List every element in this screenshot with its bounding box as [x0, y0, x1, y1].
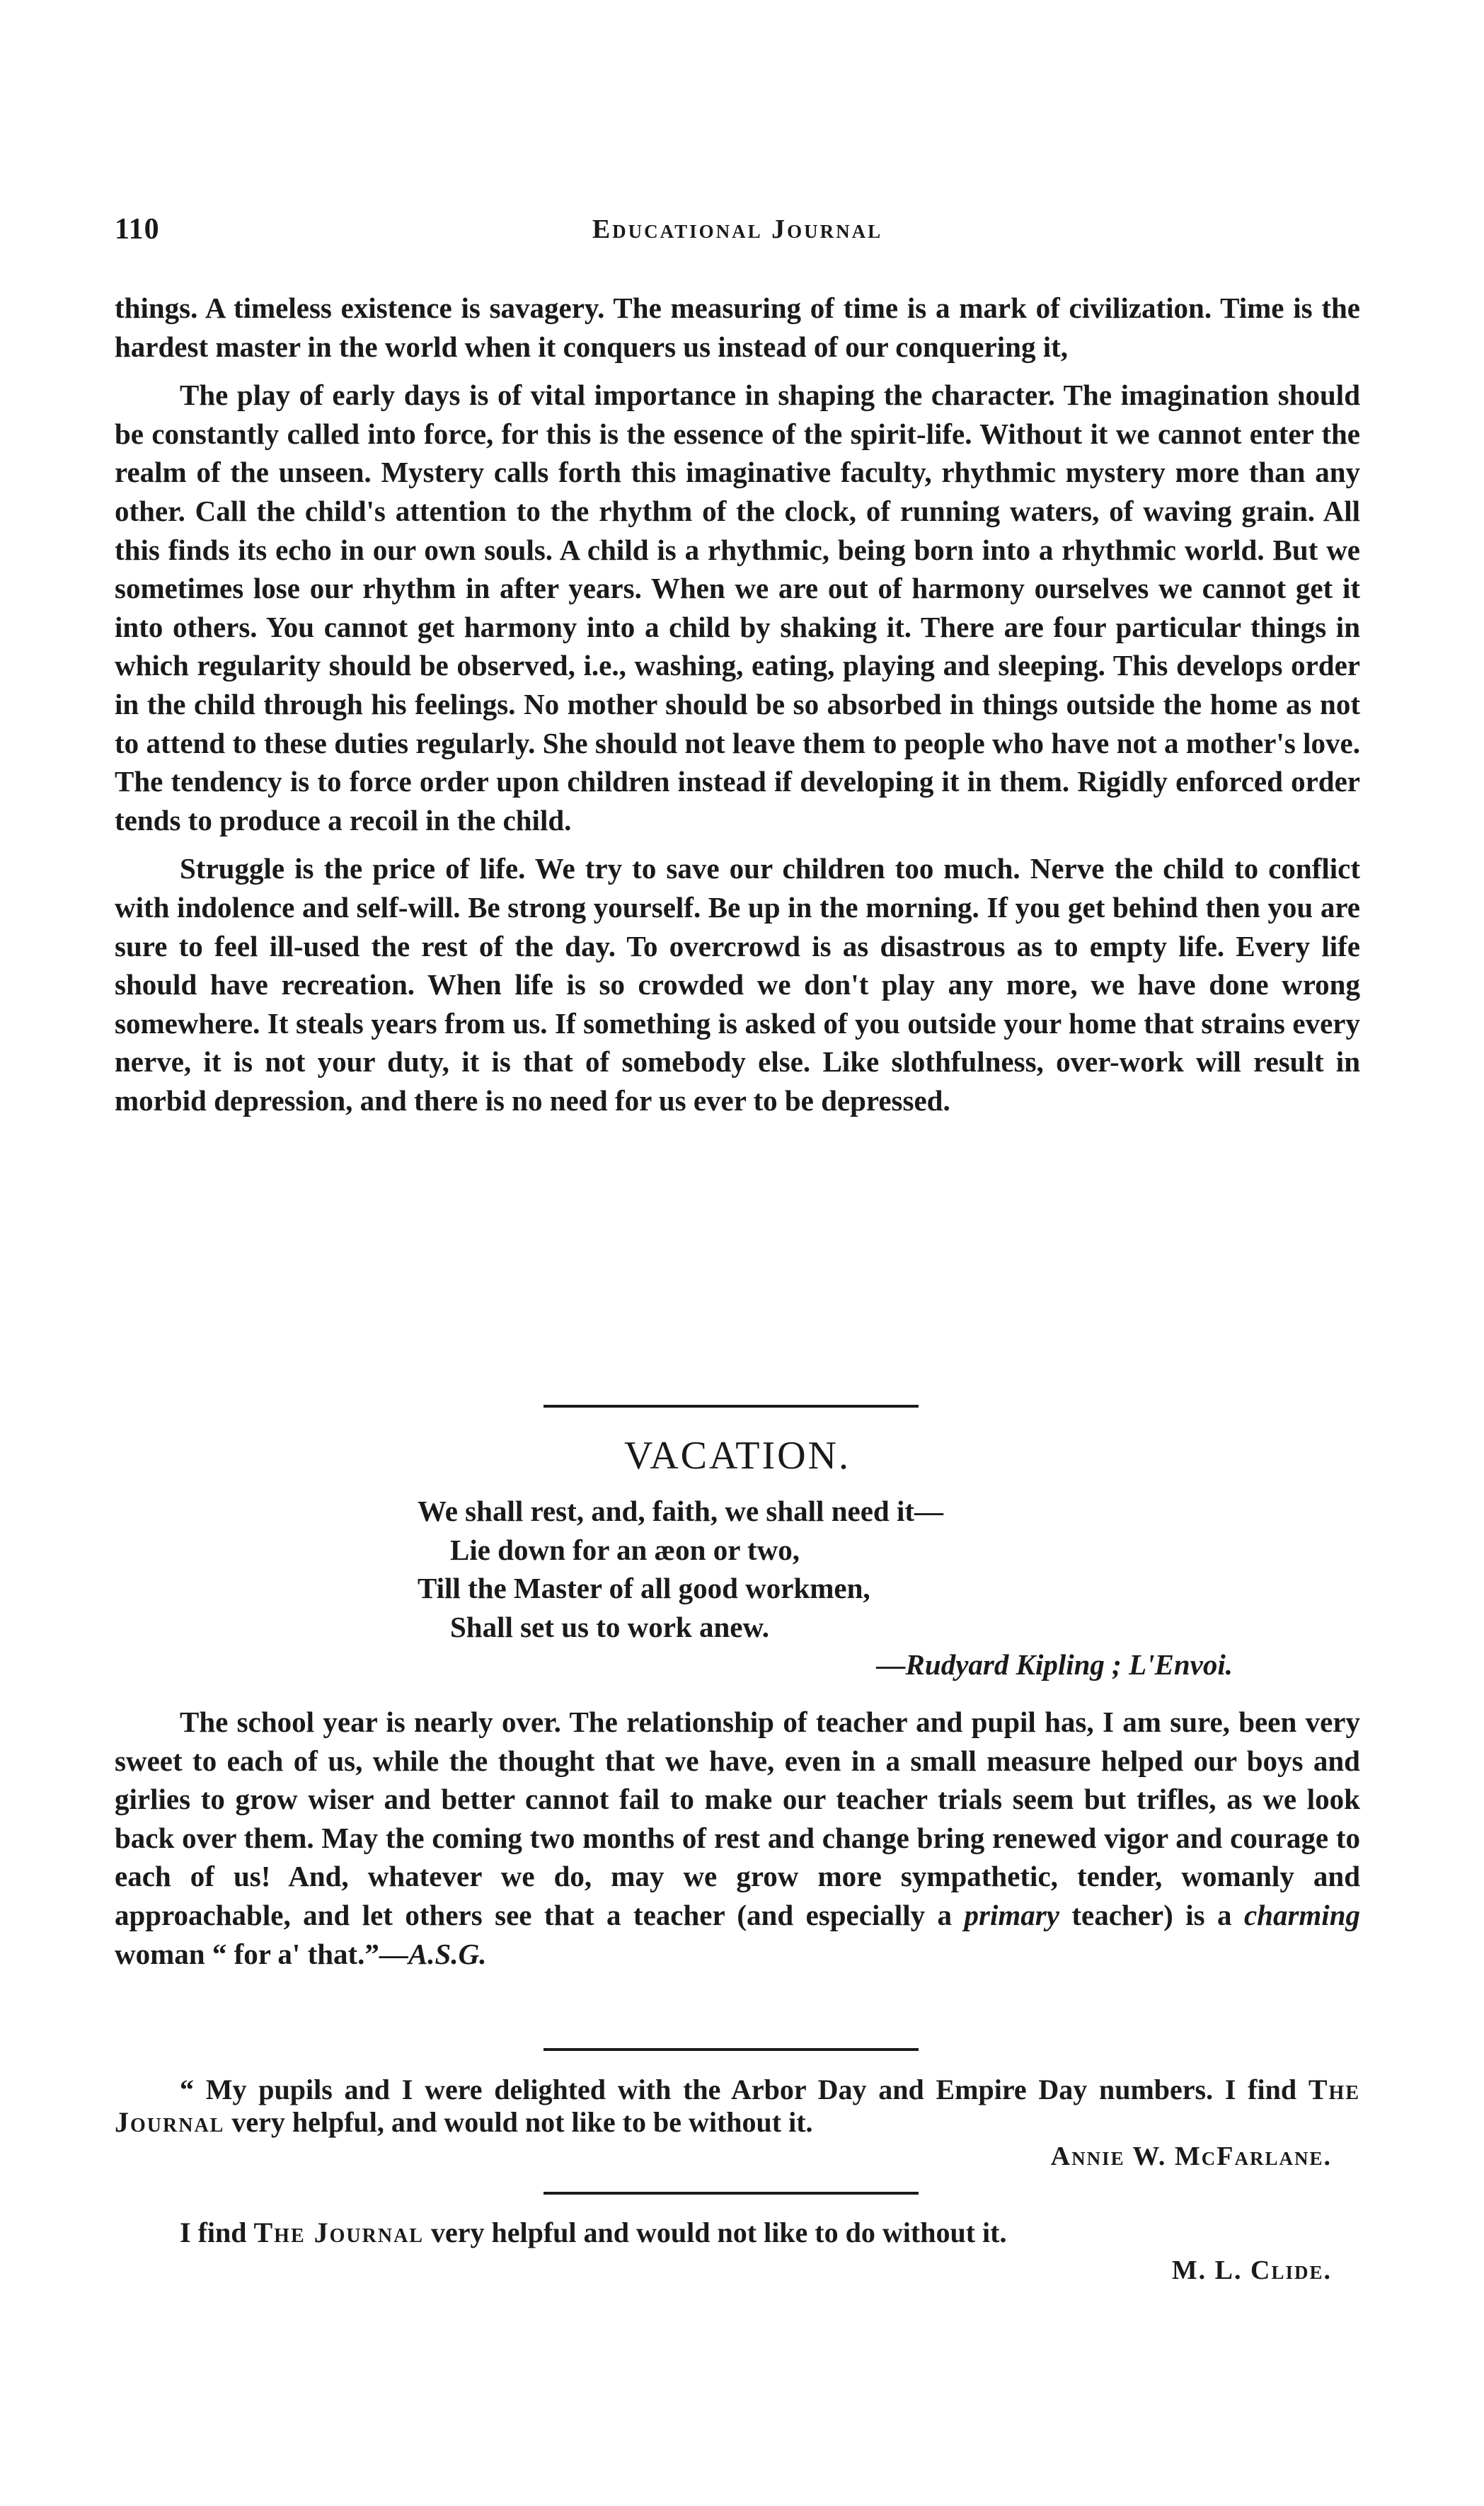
section-divider [543, 1405, 919, 1408]
testimonial-1 [115, 2074, 1360, 2139]
article-paragraph: things. A timeless existence is savagery. The measuring of time is a mark of civilization. Time is the hardest master in the world when it conquers us instead of our conquering it, [115, 292, 1360, 363]
vacation-signature: —A.S.G. [379, 1937, 487, 1970]
testimonial-text-part: I find [180, 2217, 254, 2248]
poem-line: Till the Master of all good workmen, [418, 1572, 870, 1605]
testimonial-divider [543, 2048, 919, 2051]
poem-line: Shall set us to work anew. [450, 1610, 770, 1643]
poem [418, 1492, 1408, 1646]
testimonial-2 [115, 2217, 1360, 2249]
emphasis-charming: charming [1243, 1898, 1360, 1931]
vacation-text: teacher) is a [1059, 1898, 1244, 1931]
journal-name: The Journal [253, 2217, 424, 2248]
section-heading: VACATION. [624, 1434, 851, 1478]
article-body [115, 289, 1360, 1120]
testimonial-text-part: “ My pupils and I were delighted with the Arbor Day and Empire Day numbers. I find [180, 2074, 1308, 2105]
poem-line: Lie down for an æon or two, [450, 1533, 800, 1566]
vacation-paragraph [115, 1703, 1360, 1973]
running-title: Educational Journal [592, 214, 883, 244]
testimonial-divider [543, 2192, 919, 2195]
emphasis-primary: primary [964, 1898, 1059, 1931]
poem-attribution: —Rudyard Kipling ; L'Envoi. [876, 1648, 1233, 1681]
testimonial-text [115, 2074, 1360, 2139]
page-header [115, 212, 1360, 255]
page-number: 110 [115, 213, 160, 246]
vacation-body [115, 1703, 1360, 1973]
testimonial-text-part: very helpful, and would not like to be without it. [224, 2106, 813, 2138]
vacation-text: woman “ for a' that.” [115, 1937, 379, 1970]
vacation-text: The school year is nearly over. The relationship of teacher and pupil has, I am sure, been very sweet to each of us, while the thought that we have, even in a small measure helped our boys and girlies to grow wiser and better cannot fail to make our teacher trials seem but trifles, as we look back over them. May the coming two months of rest and change bring renewed vigor and courage to each of us! And, whatever we do, may we grow more sympathetic, tender, womanly and approachable, and let others see that a teacher (and especially a [115, 1706, 1360, 1931]
journal-name: The Journal [115, 2074, 1360, 2138]
testimonial-signature: M. L. Clide. [1171, 2255, 1332, 2285]
testimonial-text-part: very helpful and would not like to do without it. [423, 2217, 1007, 2248]
poem-line: We shall rest, and, faith, we shall need it— [418, 1495, 943, 1527]
testimonial-signature: Annie W. McFarlane. [1050, 2142, 1332, 2171]
article-paragraph: The play of early days is of vital importance in shaping the character. The imagination should be constantly called into force, for this is the essence of the spirit-life. Without it we cannot enter the realm of the unseen. Mystery calls forth this imaginative faculty, rhythmic mystery more than any other. Call the child's attention to the rhythm of the clock, of running waters, of waving grain. All this finds its echo in our own souls. A child is a rhythmic, being born into a rhythmic world. But we sometimes lose our rhythm in after years. When we are out of harmony ourselves we cannot get it into others. You cannot get harmony into a child by shaking it. There are four particular things in which regularity should be observed, i.e., washing, eating, playing and sleeping. This develops order in the child through his feelings. No mother should be so absorbed in things outside the home as not to attend to these duties regularly. She should not leave them to people who have not a mother's love. The tendency is to force order upon children instead if developing it in them. Rigidly enforced order tends to produce a recoil in the child. [115, 379, 1360, 837]
article-paragraph: Struggle is the price of life. We try to save our children too much. Nerve the child to conflict with indolence and self-will. Be strong yourself. Be up in the morning. If you get behind then you are sure to feel ill-used the rest of the day. To overcrowd is as disastrous as to empty life. Every life should have recreation. When life is so crowded we don't play any more, we have done wrong somewhere. It steals years from us. If something is asked of you outside your home that strains every nerve, it is not your duty, it is that of somebody else. Like slothfulness, over-work will result in morbid depression, and there is no need for us ever to be depressed. [115, 852, 1360, 1117]
testimonial-text [115, 2217, 1360, 2249]
